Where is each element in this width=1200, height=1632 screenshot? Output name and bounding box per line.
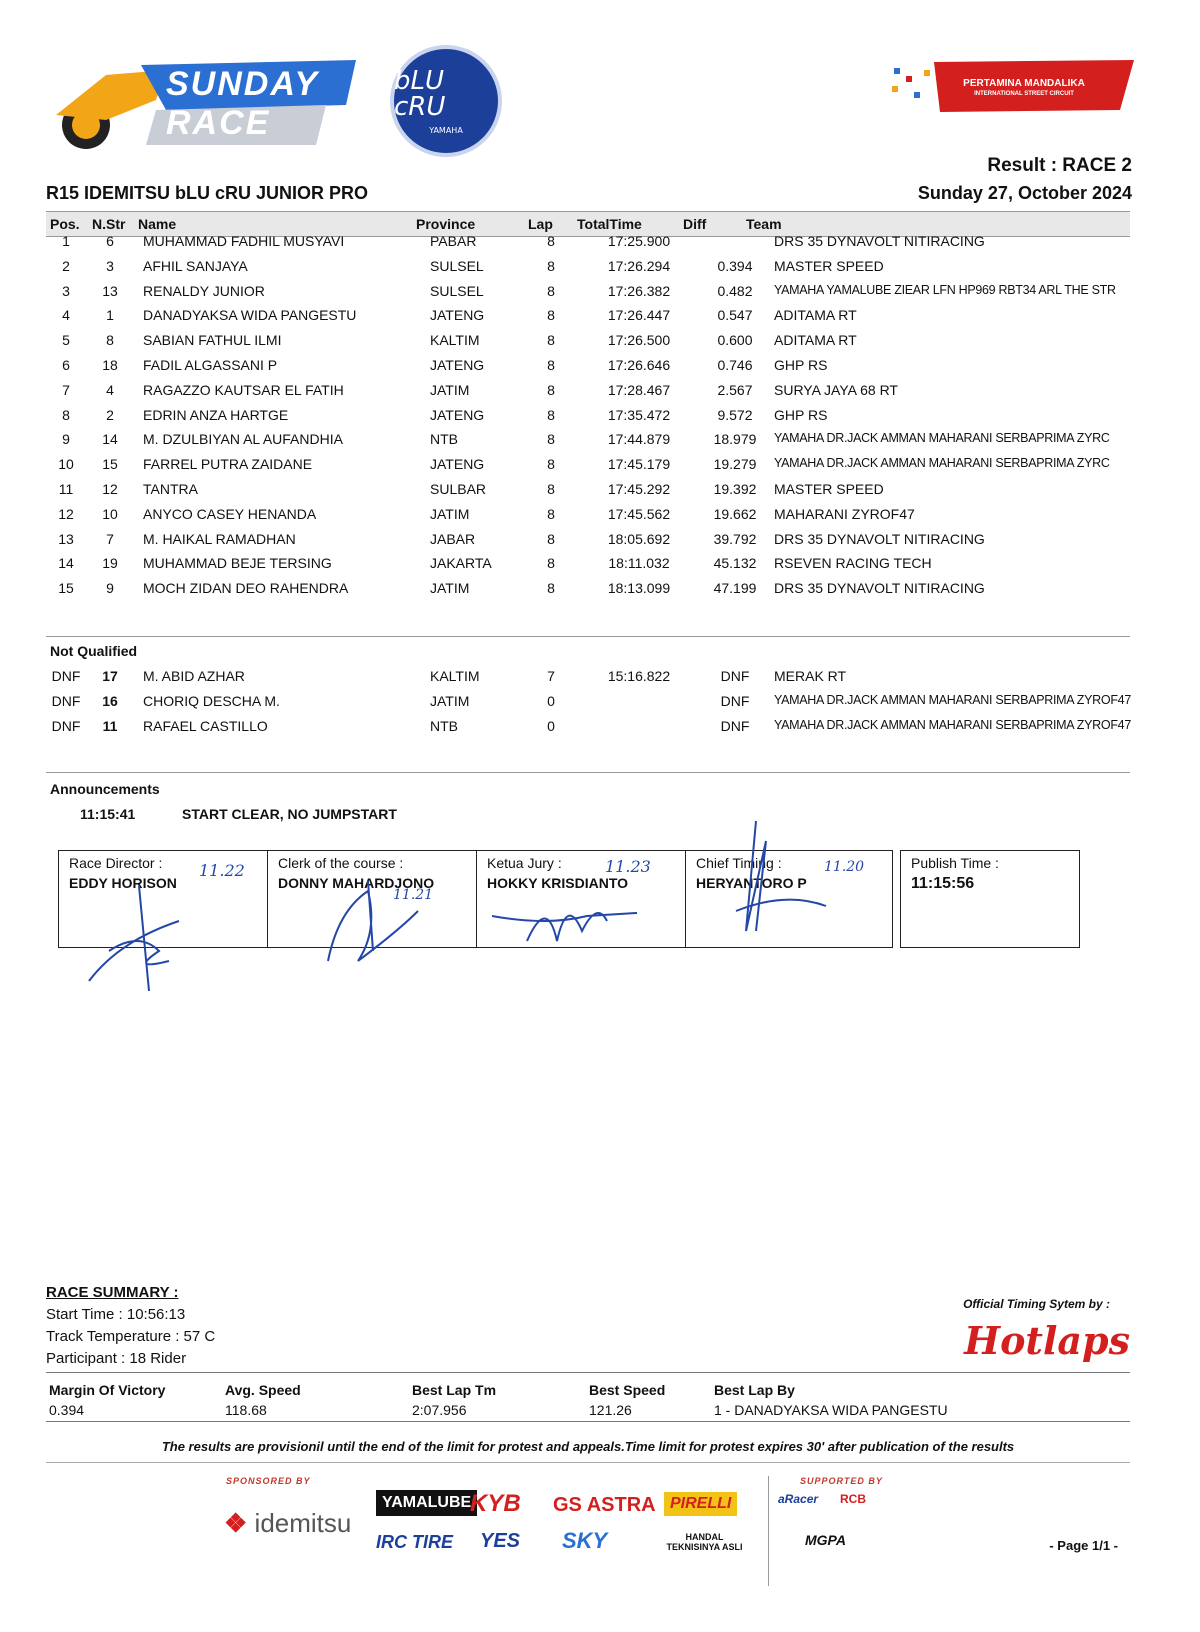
handwritten-time: 11.21 xyxy=(393,887,434,903)
announcement-time: 11:15:41 xyxy=(80,806,136,822)
cell-start-number: 12 xyxy=(102,481,118,497)
handwritten-time: 11.22 xyxy=(199,861,245,880)
idemitsu-logo xyxy=(224,1508,351,1539)
cell-diff: DNF xyxy=(720,717,750,734)
cell-team: GHP RS xyxy=(774,406,828,423)
cell-rider-name: M. ABID AZHAR xyxy=(143,668,245,684)
cell-team: ADITAMA RT xyxy=(774,332,857,349)
cell-rider-name: CHORIQ DESCHA M. xyxy=(143,692,280,709)
cell-rider-name: AFHIL SANJAYA xyxy=(143,257,248,274)
col-team: Team xyxy=(746,216,782,232)
cell-rider-name: MOCH ZIDAN DEO RAHENDRA xyxy=(143,580,349,597)
col-lap: Lap xyxy=(528,216,553,232)
cell-province: JAKARTA xyxy=(430,555,492,572)
cell-start-number: 10 xyxy=(102,505,118,522)
cell-laps: 8 xyxy=(547,431,555,448)
announcements-title: Announcements xyxy=(50,781,160,797)
cell-pos: DNF xyxy=(51,717,81,734)
yes-logo: YES xyxy=(480,1530,521,1552)
stat-avg-value: 118.68 xyxy=(225,1402,267,1418)
cell-team: MAHARANI ZYROF47 xyxy=(774,505,915,522)
handwritten-signature xyxy=(79,881,239,991)
cell-pos: 13 xyxy=(58,530,74,547)
cell-total-time: 17:28.467 xyxy=(607,381,671,398)
cell-total-time: 17:45.562 xyxy=(607,505,671,522)
cell-rider-name: RAGAZZO KAUTSAR EL FATIH xyxy=(143,381,344,398)
cell-diff: 0.547 xyxy=(717,307,753,324)
table-row xyxy=(46,303,1130,328)
col-totaltime: TotalTime xyxy=(577,216,642,232)
divider xyxy=(46,772,1130,773)
yamaha-logo-text: YAMAHA xyxy=(429,125,463,135)
cell-laps: 8 xyxy=(547,555,555,572)
idemitsu-icon: ❖ xyxy=(224,1508,248,1538)
cell-province: SULBAR xyxy=(430,481,487,497)
cell-rider-name: FARREL PUTRA ZAIDANE xyxy=(143,456,313,473)
handwritten-signature xyxy=(726,811,836,951)
stat-margin-label: Margin Of Victory xyxy=(49,1382,166,1398)
not-qualified-row xyxy=(46,664,1130,689)
cell-team: YAMAHA DR.JACK AMMAN MAHARANI SERBAPRIMA ZYRC xyxy=(774,431,1110,446)
cell-total-time: 17:44.879 xyxy=(607,431,671,448)
cell-province: JATENG xyxy=(430,307,485,324)
stat-bestspeed-label: Best Speed xyxy=(589,1382,666,1398)
hotlaps-logo: Hotlaps xyxy=(964,1318,1130,1363)
timing-system-label: Official Timing Sytem by : xyxy=(963,1297,1110,1311)
table-row xyxy=(46,427,1130,452)
idemitsu-logo-text: idemitsu xyxy=(254,1508,352,1538)
cell-province: JABAR xyxy=(430,530,476,547)
cell-team: ADITAMA RT xyxy=(774,307,857,324)
cell-diff: DNF xyxy=(720,668,750,684)
cell-team: DRS 35 DYNAVOLT NITIRACING xyxy=(774,580,985,597)
divider xyxy=(46,1462,1130,1463)
sky-logo: SKY xyxy=(562,1528,608,1553)
signature-box-chief-timing xyxy=(685,850,893,948)
stat-bestby-label: Best Lap By xyxy=(714,1382,795,1398)
cell-start-number: 7 xyxy=(106,530,114,547)
cell-province: KALTIM xyxy=(430,668,480,684)
cell-start-number: 1 xyxy=(106,307,114,324)
cell-laps: 7 xyxy=(547,668,555,684)
race-date: Sunday 27, October 2024 xyxy=(917,183,1132,203)
blucru-logo xyxy=(390,45,502,157)
pirelli-logo: PIRELLI xyxy=(664,1492,737,1516)
cell-province: NTB xyxy=(430,717,458,734)
cell-laps: 8 xyxy=(547,357,555,373)
mgpa-logo: MGPA xyxy=(805,1532,846,1548)
table-row xyxy=(46,254,1130,279)
cell-pos: 4 xyxy=(62,307,70,324)
stat-avg-label: Avg. Speed xyxy=(225,1382,301,1398)
sunday-race-logo-text: SUNDAY RACE xyxy=(166,65,319,142)
cell-total-time: 18:11.032 xyxy=(608,555,670,572)
cell-rider-name: FADIL ALGASSANI P xyxy=(143,357,278,373)
cell-total-time: 17:26.646 xyxy=(607,357,671,373)
table-row xyxy=(46,353,1130,378)
handwritten-time: 11.23 xyxy=(605,857,651,876)
cell-laps: 0 xyxy=(547,717,555,734)
cell-pos: 14 xyxy=(58,555,74,572)
cell-province: JATIM xyxy=(430,580,470,597)
not-qualified-title: Not Qualified xyxy=(50,643,138,659)
circuit-subtitle: INTERNATIONAL STREET CIRCUIT xyxy=(974,91,1074,97)
signature-role: Clerk of the course : xyxy=(278,855,404,871)
cell-team: RSEVEN RACING TECH xyxy=(774,555,932,572)
cell-laps: 8 xyxy=(547,307,555,324)
cell-laps: 8 xyxy=(547,456,555,473)
signature-role: Ketua Jury : xyxy=(487,855,562,871)
cell-diff: 18.979 xyxy=(713,431,757,448)
not-qualified-row xyxy=(46,714,1130,739)
rcb-logo: RCB xyxy=(840,1492,866,1506)
col-name: Name xyxy=(138,216,177,232)
cell-team: SURYA JAYA 68 RT xyxy=(774,381,898,398)
sponsored-by-label: SPONSORED BY xyxy=(226,1476,311,1486)
cell-rider-name: EDRIN ANZA HARTGE xyxy=(143,406,289,423)
divider xyxy=(46,1372,1130,1373)
cell-total-time: 17:26.447 xyxy=(607,307,671,324)
cell-diff: 45.132 xyxy=(713,555,757,572)
signature-name: DONNY MAHARDJONO xyxy=(278,875,435,891)
signature-box-jury xyxy=(476,850,686,948)
cell-laps: 8 xyxy=(547,481,555,497)
handwritten-signature xyxy=(308,871,458,971)
stat-bestby-value: 1 - DANADYAKSA WIDA PANGESTU xyxy=(714,1402,948,1418)
cell-diff: 0.482 xyxy=(717,282,753,299)
cell-diff: 39.792 xyxy=(713,530,757,547)
cell-team: YAMAHA DR.JACK AMMAN MAHARANI SERBAPRIMA ZYROF47 xyxy=(774,692,1131,707)
stat-bestlap-label: Best Lap Tm xyxy=(412,1382,497,1398)
cell-total-time: 17:26.294 xyxy=(607,257,671,274)
cell-province: SULSEL xyxy=(430,282,484,299)
table-row xyxy=(46,378,1130,403)
not-qualified-row xyxy=(46,689,1130,714)
cell-team: YAMAHA DR.JACK AMMAN MAHARANI SERBAPRIMA ZYROF47 xyxy=(774,717,1131,732)
cell-total-time: 18:05.692 xyxy=(607,530,671,547)
cell-province: PABAR xyxy=(430,233,477,249)
supported-by-label: SUPPORTED BY xyxy=(800,1476,883,1486)
table-row xyxy=(46,477,1130,502)
result-title: Result : RACE 2 xyxy=(987,155,1132,176)
cell-province: JATIM xyxy=(430,692,470,709)
cell-province: JATIM xyxy=(430,381,470,398)
cell-rider-name: ANYCO CASEY HENANDA xyxy=(143,505,317,522)
table-row xyxy=(46,229,1130,254)
signature-box-race-director xyxy=(58,850,268,948)
cell-laps: 8 xyxy=(547,530,555,547)
cell-team: DRS 35 DYNAVOLT NITIRACING xyxy=(774,233,985,249)
cell-diff: 9.572 xyxy=(717,406,753,423)
cell-laps: 8 xyxy=(547,233,555,249)
cell-laps: 8 xyxy=(547,332,555,349)
divider xyxy=(46,1421,1130,1422)
cell-diff: 19.662 xyxy=(713,505,757,522)
cell-total-time: 15:16.822 xyxy=(607,668,671,684)
summary-participants: Participant : 18 Rider xyxy=(46,1350,187,1367)
cell-start-number: 4 xyxy=(106,381,114,398)
cell-diff: 2.567 xyxy=(717,381,753,398)
cell-rider-name: DANADYAKSA WIDA PANGESTU xyxy=(143,307,357,324)
cell-pos: 3 xyxy=(62,282,70,299)
cell-team: YAMAHA YAMALUBE ZIEAR LFN HP969 RBT34 ARL THE STR xyxy=(774,282,1116,297)
signature-name: HERYANTORO P xyxy=(696,875,807,891)
cell-start-number: 19 xyxy=(102,555,118,572)
kyb-logo: KYB xyxy=(470,1490,521,1517)
cell-team: MASTER SPEED xyxy=(774,481,884,497)
cell-start-number: 13 xyxy=(102,282,118,299)
publish-time-box xyxy=(900,850,1080,948)
cell-start-number: 8 xyxy=(106,332,114,349)
cell-diff: 19.279 xyxy=(713,456,757,473)
cell-pos: 2 xyxy=(62,257,70,274)
gs-astra-logo: GS ASTRA xyxy=(553,1494,656,1516)
cell-province: SULSEL xyxy=(430,257,484,274)
cell-start-number: 17 xyxy=(102,668,118,684)
mandalika-circuit-logo xyxy=(884,58,1134,116)
cell-rider-name: RENALDY JUNIOR xyxy=(143,282,265,299)
cell-team: GHP RS xyxy=(774,357,828,373)
cell-team: DRS 35 DYNAVOLT NITIRACING xyxy=(774,530,985,547)
cell-pos: 1 xyxy=(62,233,70,249)
table-row xyxy=(46,502,1130,527)
cell-diff: 0.394 xyxy=(717,257,753,274)
cell-pos: 11 xyxy=(58,481,74,497)
cell-total-time: 18:13.099 xyxy=(607,580,671,597)
cell-total-time: 17:35.472 xyxy=(607,406,671,423)
irc-tire-logo: IRC TIRE xyxy=(376,1532,454,1552)
cell-diff: 0.600 xyxy=(717,332,753,349)
signature-box-clerk xyxy=(267,850,477,948)
cell-rider-name: SABIAN FATHUL ILMI xyxy=(143,332,282,349)
cell-team: YAMAHA DR.JACK AMMAN MAHARANI SERBAPRIMA ZYRC xyxy=(774,456,1110,471)
cell-laps: 8 xyxy=(547,580,555,597)
cell-pos: 9 xyxy=(62,431,70,448)
cell-province: JATENG xyxy=(430,456,485,473)
disclaimer: The results are provisionil until the end of the limit for protest and appeals.Time limit for protest expires 30' after publication of the results xyxy=(161,1439,1015,1454)
cell-laps: 8 xyxy=(547,282,555,299)
cell-start-number: 2 xyxy=(106,406,114,423)
col-pos: Pos. xyxy=(50,216,80,232)
cell-pos: DNF xyxy=(51,668,81,684)
summary-track-temp: Track Temperature : 57 C xyxy=(46,1328,216,1345)
cell-pos: 7 xyxy=(62,381,70,398)
table-row xyxy=(46,452,1130,477)
cell-rider-name: M. HAIKAL RAMADHAN xyxy=(143,530,296,547)
summary-start-time: Start Time : 10:56:13 xyxy=(46,1306,186,1323)
cell-total-time: 17:26.382 xyxy=(607,282,671,299)
handwritten-time: 11.20 xyxy=(824,859,865,875)
cell-pos: 5 xyxy=(62,332,70,349)
signature-role: Race Director : xyxy=(69,855,163,871)
cell-laps: 0 xyxy=(547,692,555,709)
col-province: Province xyxy=(416,216,476,232)
signature-role: Chief Timing : xyxy=(696,855,782,871)
publish-time-label: Publish Time : xyxy=(911,855,999,871)
cell-province: JATENG xyxy=(430,357,485,373)
yamalube-logo: YAMALUBE xyxy=(376,1490,477,1516)
cell-team: MASTER SPEED xyxy=(774,257,884,274)
race-summary-title: RACE SUMMARY : xyxy=(46,1284,179,1301)
table-row xyxy=(46,551,1130,576)
page-number: - Page 1/1 - xyxy=(1049,1538,1118,1553)
signature-name: EDDY HORISON xyxy=(69,875,177,891)
cell-laps: 8 xyxy=(547,381,555,398)
cell-rider-name: TANTRA xyxy=(143,481,198,497)
col-nstr: N.Str xyxy=(92,216,126,232)
table-row xyxy=(46,328,1130,353)
table-row xyxy=(46,527,1130,552)
publish-time-value: 11:15:56 xyxy=(911,875,975,892)
cell-start-number: 3 xyxy=(106,257,114,274)
cell-laps: 8 xyxy=(547,406,555,423)
cell-team: MERAK RT xyxy=(774,668,847,684)
circuit-name: PERTAMINA MANDALIKA xyxy=(963,78,1085,89)
stat-bestspeed-value: 121.26 xyxy=(589,1402,632,1418)
cell-start-number: 15 xyxy=(102,456,118,473)
cell-total-time: 17:25.900 xyxy=(607,233,671,249)
cell-pos: DNF xyxy=(51,692,81,709)
cell-province: KALTIM xyxy=(430,332,480,349)
cell-province: JATIM xyxy=(430,505,470,522)
table-row xyxy=(46,576,1130,601)
col-diff: Diff xyxy=(683,216,707,232)
cell-diff: 19.392 xyxy=(713,481,757,497)
cell-rider-name: M. DZULBIYAN AL AUFANDHIA xyxy=(143,431,343,448)
divider xyxy=(768,1476,769,1586)
handwritten-signature xyxy=(487,891,687,951)
cell-total-time: 17:45.292 xyxy=(607,481,671,497)
cell-pos: 8 xyxy=(62,406,70,423)
cell-laps: 8 xyxy=(547,257,555,274)
cell-diff: 47.199 xyxy=(713,580,757,597)
cell-pos: 6 xyxy=(62,357,70,373)
cell-start-number: 16 xyxy=(102,692,118,709)
cell-diff: DNF xyxy=(720,692,750,709)
signature-name: HOKKY KRISDIANTO xyxy=(487,875,629,891)
stat-margin-value: 0.394 xyxy=(49,1402,85,1418)
blucru-logo-text: bLU cRU xyxy=(394,65,446,122)
cell-pos: 12 xyxy=(58,505,74,522)
cell-rider-name: RAFAEL CASTILLO xyxy=(143,717,268,734)
cell-laps: 8 xyxy=(547,505,555,522)
table-row xyxy=(46,279,1130,304)
handal-logo: HANDAL TEKNISINYA ASLI xyxy=(666,1532,743,1552)
cell-province: JATENG xyxy=(430,406,485,423)
cell-province: NTB xyxy=(430,431,458,448)
cell-rider-name: MUHAMMAD BEJE TERSING xyxy=(143,555,332,572)
cell-start-number: 11 xyxy=(102,717,118,734)
announcement-text: START CLEAR, NO JUMPSTART xyxy=(182,806,397,822)
cell-start-number: 9 xyxy=(106,580,114,597)
cell-start-number: 6 xyxy=(106,233,114,249)
cell-total-time: 17:26.500 xyxy=(607,332,671,349)
divider xyxy=(46,636,1130,637)
cell-start-number: 18 xyxy=(102,357,118,373)
cell-pos: 15 xyxy=(58,580,74,597)
cell-total-time: 17:45.179 xyxy=(607,456,671,473)
cell-pos: 10 xyxy=(58,456,74,473)
cell-start-number: 14 xyxy=(102,431,118,448)
table-row xyxy=(46,403,1130,428)
sunday-race-logo xyxy=(46,45,376,155)
cell-diff: 0.746 xyxy=(717,357,753,373)
cell-rider-name: MUHAMMAD FADHIL MUSYAVI xyxy=(143,233,345,249)
event-title: R15 IDEMITSU bLU cRU JUNIOR PRO xyxy=(46,183,369,203)
stat-bestlap-value: 2:07.956 xyxy=(412,1402,467,1418)
aracer-logo: aRacer xyxy=(778,1492,819,1506)
